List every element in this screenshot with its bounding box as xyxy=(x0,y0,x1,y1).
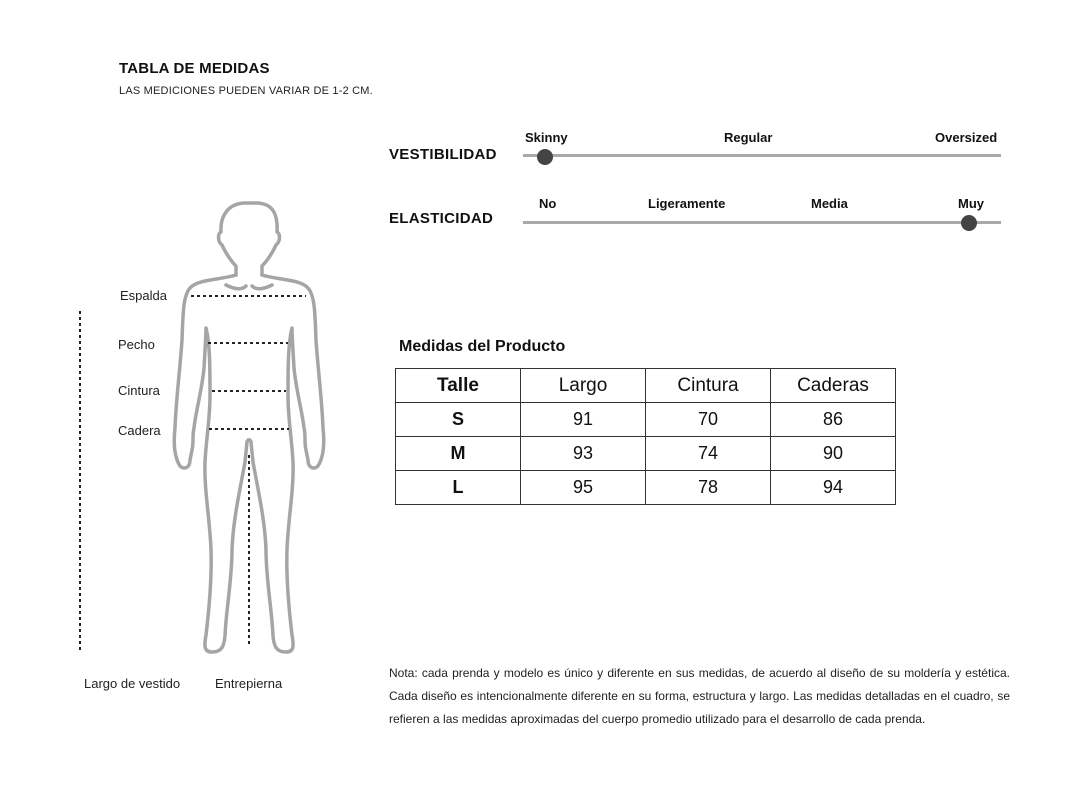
size-cell: M xyxy=(396,437,521,471)
largo-cell: 91 xyxy=(521,403,646,437)
caderas-cell: 94 xyxy=(771,471,896,505)
header-cintura: Cintura xyxy=(646,369,771,403)
cadera-label: Cadera xyxy=(118,423,161,438)
entrepierna-label: Entrepierna xyxy=(215,676,283,691)
header-caderas: Caderas xyxy=(771,369,896,403)
cintura-cell: 78 xyxy=(646,471,771,505)
elasticidad-option-muy: Muy xyxy=(958,196,984,211)
elasticidad-option-media: Media xyxy=(811,196,848,211)
largo-cell: 93 xyxy=(521,437,646,471)
table-row xyxy=(396,471,896,505)
size-cell: S xyxy=(396,403,521,437)
table-title: Medidas del Producto xyxy=(399,338,566,355)
elasticidad-option-no: No xyxy=(539,196,557,211)
vestibilidad-option-skinny: Skinny xyxy=(525,130,568,145)
size-cell: L xyxy=(396,471,521,505)
table-row xyxy=(396,437,896,471)
elasticidad-label: ELASTICIDAD xyxy=(389,210,494,227)
measurement-lines xyxy=(80,296,306,652)
espalda-label: Espalda xyxy=(120,288,167,303)
cintura-cell: 74 xyxy=(646,437,771,471)
largo-cell: 95 xyxy=(521,471,646,505)
cintura-label: Cintura xyxy=(118,383,160,398)
disclaimer-note: Nota: cada prenda y modelo es único y diferente en sus medidas, de acuerdo al diseño de su moldería y estética. Cada diseño es intencionalmente diferente en su forma, estructura y largo. Las medidas detalladas en el cuadro, se refieren a las medidas aproximadas del cuerpo promedio utilizado para el desarrollo de cada prenda. xyxy=(389,666,1010,726)
cintura-cell: 70 xyxy=(646,403,771,437)
vestibilidad-option-regular: Regular xyxy=(724,130,773,145)
pecho-label: Pecho xyxy=(118,337,155,352)
page-title: TABLA DE MEDIDAS xyxy=(119,60,270,77)
caderas-cell: 86 xyxy=(771,403,896,437)
table-header-row xyxy=(396,369,896,403)
vestibilidad-option-oversized: Oversized xyxy=(935,130,998,145)
size-table xyxy=(395,368,896,505)
caderas-cell: 90 xyxy=(771,437,896,471)
elasticidad-option-ligeramente: Ligeramente xyxy=(648,196,726,211)
header-talle: Talle xyxy=(396,369,521,403)
vestibilidad-label: VESTIBILIDAD xyxy=(389,146,497,163)
largo-vestido-label: Largo de vestido xyxy=(84,676,181,691)
body-outline xyxy=(174,203,324,652)
table-row xyxy=(396,403,896,437)
page-subtitle: LAS MEDICIONES PUEDEN VARIAR DE 1-2 CM. xyxy=(119,85,373,97)
header-largo: Largo xyxy=(521,369,646,403)
